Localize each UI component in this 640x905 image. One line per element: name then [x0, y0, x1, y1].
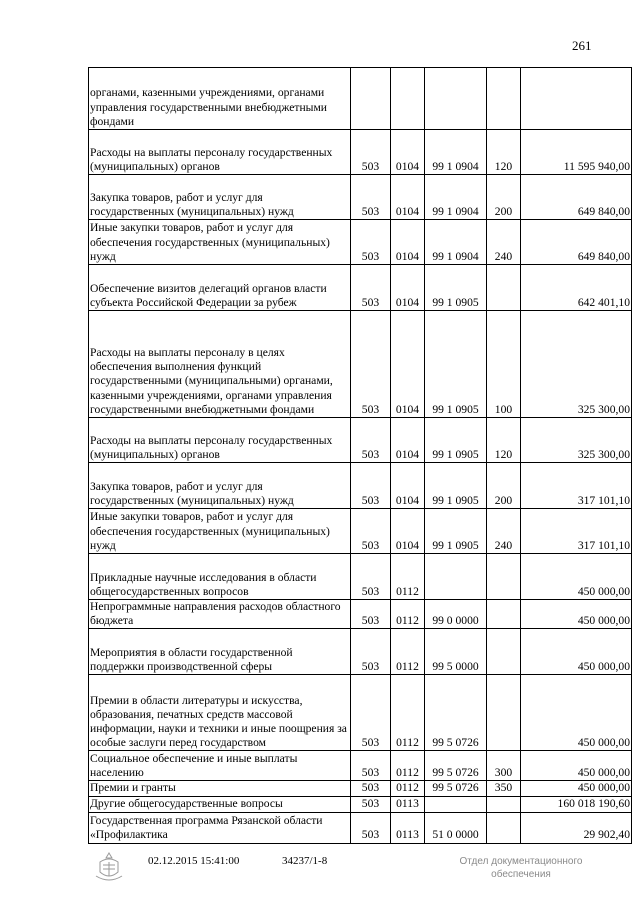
- table-row: [89, 781, 632, 796]
- row-description: Мероприятия в области государственной поддержки производственной сферы: [89, 629, 351, 675]
- row-rz: 0113: [391, 796, 425, 812]
- row-sum: 649 840,00: [521, 220, 632, 265]
- row-sum: 29 902,40: [521, 812, 632, 843]
- row-description: Иные закупки товаров, работ и услуг для обеспечения государственных (муниципальных) нужд: [89, 220, 351, 265]
- row-csr: 99 5 0726: [425, 751, 487, 781]
- row-description: Обеспечение визитов делегаций органов власти субъекта Российской Федерации за рубеж: [89, 265, 351, 311]
- row-rz: 0104: [391, 509, 425, 554]
- row-rz: 0104: [391, 130, 425, 175]
- row-vr: [487, 68, 521, 130]
- row-sum: 160 018 190,60: [521, 796, 632, 812]
- row-vr: 240: [487, 509, 521, 554]
- row-vr: 200: [487, 175, 521, 220]
- row-csr: 99 1 0905: [425, 265, 487, 311]
- row-ved: 503: [351, 796, 391, 812]
- row-ved: 503: [351, 812, 391, 843]
- row-description: Премии и гранты: [89, 781, 351, 796]
- row-sum: 325 300,00: [521, 311, 632, 418]
- row-rz: 0112: [391, 600, 425, 629]
- row-description: Другие общегосударственные вопросы: [89, 796, 351, 812]
- row-sum: 450 000,00: [521, 629, 632, 675]
- row-csr: 99 5 0726: [425, 781, 487, 796]
- row-description: Государственная программа Рязанской области «Профилактика: [89, 812, 351, 843]
- row-description: органами, казенными учреждениями, органами управления государственными внебюджетными фондами: [89, 68, 351, 130]
- row-rz: 0112: [391, 554, 425, 600]
- row-sum: 11 595 940,00: [521, 130, 632, 175]
- row-csr: 99 1 0905: [425, 311, 487, 418]
- row-vr: [487, 812, 521, 843]
- row-sum: [521, 68, 632, 130]
- row-sum: 649 840,00: [521, 175, 632, 220]
- row-ved: 503: [351, 265, 391, 311]
- table-row: [89, 675, 632, 751]
- table-row: [89, 554, 632, 600]
- row-sum: 325 300,00: [521, 418, 632, 463]
- row-description: Расходы на выплаты персоналу государственных (муниципальных) органов: [89, 418, 351, 463]
- row-vr: [487, 600, 521, 629]
- row-rz: 0104: [391, 418, 425, 463]
- row-sum: 450 000,00: [521, 675, 632, 751]
- table-row: [89, 629, 632, 675]
- row-ved: 503: [351, 675, 391, 751]
- table-row: [89, 311, 632, 418]
- row-rz: 0112: [391, 751, 425, 781]
- row-vr: 350: [487, 781, 521, 796]
- footer-dept-line2: обеспечения: [491, 869, 551, 880]
- row-sum: 450 000,00: [521, 600, 632, 629]
- row-ved: 503: [351, 418, 391, 463]
- row-vr: [487, 629, 521, 675]
- row-description: Непрограммные направления расходов областного бюджета: [89, 600, 351, 629]
- row-ved: 503: [351, 600, 391, 629]
- row-vr: 120: [487, 418, 521, 463]
- row-vr: 120: [487, 130, 521, 175]
- row-rz: 0112: [391, 781, 425, 796]
- table-row: [89, 509, 632, 554]
- row-description: Расходы на выплаты персоналу государственных (муниципальных) органов: [89, 130, 351, 175]
- row-rz: 0104: [391, 175, 425, 220]
- row-rz: [391, 68, 425, 130]
- row-vr: [487, 265, 521, 311]
- row-csr: 99 1 0904: [425, 175, 487, 220]
- row-vr: [487, 675, 521, 751]
- row-description: Социальное обеспечение и иные выплаты населению: [89, 751, 351, 781]
- row-ved: [351, 68, 391, 130]
- row-sum: 450 000,00: [521, 554, 632, 600]
- row-rz: 0104: [391, 265, 425, 311]
- table-row: [89, 751, 632, 781]
- row-csr: 99 5 0726: [425, 675, 487, 751]
- row-csr: 51 0 0000: [425, 812, 487, 843]
- table-row: [89, 68, 632, 130]
- row-vr: 200: [487, 463, 521, 509]
- table-row: [89, 418, 632, 463]
- footer-department-stamp: [446, 855, 596, 881]
- row-csr: [425, 68, 487, 130]
- row-rz: 0112: [391, 629, 425, 675]
- row-ved: 503: [351, 509, 391, 554]
- footer-datetime: 02.12.2015 15:41:00: [148, 855, 240, 867]
- row-csr: 99 0 0000: [425, 600, 487, 629]
- row-sum: 317 101,10: [521, 463, 632, 509]
- table-row: [89, 463, 632, 509]
- row-vr: 300: [487, 751, 521, 781]
- budget-table-body: [89, 68, 632, 844]
- row-rz: 0104: [391, 463, 425, 509]
- row-description: Закупка товаров, работ и услуг для государственных (муниципальных) нужд: [89, 463, 351, 509]
- row-vr: [487, 554, 521, 600]
- table-row: [89, 796, 632, 812]
- row-ved: 503: [351, 751, 391, 781]
- row-sum: 642 401,10: [521, 265, 632, 311]
- row-ved: 503: [351, 781, 391, 796]
- row-rz: 0113: [391, 812, 425, 843]
- row-csr: 99 1 0905: [425, 509, 487, 554]
- row-sum: 317 101,10: [521, 509, 632, 554]
- row-csr: 99 1 0905: [425, 463, 487, 509]
- row-csr: 99 5 0000: [425, 629, 487, 675]
- row-csr: 99 1 0904: [425, 130, 487, 175]
- row-ved: 503: [351, 175, 391, 220]
- page-number: 261: [572, 38, 592, 53]
- row-csr: [425, 554, 487, 600]
- row-ved: 503: [351, 220, 391, 265]
- row-description: Закупка товаров, работ и услуг для государственных (муниципальных) нужд: [89, 175, 351, 220]
- row-sum: 450 000,00: [521, 751, 632, 781]
- table-row: [89, 600, 632, 629]
- table-row: [89, 130, 632, 175]
- table-row: [89, 265, 632, 311]
- row-description: Иные закупки товаров, работ и услуг для обеспечения государственных (муниципальных) нужд: [89, 509, 351, 554]
- row-ved: 503: [351, 554, 391, 600]
- table-row: [89, 175, 632, 220]
- coat-of-arms-emblem: [92, 850, 126, 884]
- row-ved: 503: [351, 311, 391, 418]
- footer-doc-number: 34237/1-8: [282, 855, 328, 867]
- row-vr: 240: [487, 220, 521, 265]
- row-ved: 503: [351, 130, 391, 175]
- row-description: Премии в области литературы и искусства, образования, печатных средств массовой информации, науки и техники и иные поощрения за особые заслуги перед государством: [89, 675, 351, 751]
- footer-dept-line1: Отдел документационного: [459, 856, 583, 867]
- row-ved: 503: [351, 463, 391, 509]
- budget-table: [88, 67, 632, 844]
- row-rz: 0112: [391, 675, 425, 751]
- table-row: [89, 220, 632, 265]
- row-ved: 503: [351, 629, 391, 675]
- row-rz: 0104: [391, 311, 425, 418]
- row-vr: [487, 796, 521, 812]
- table-row: [89, 812, 632, 843]
- row-csr: [425, 796, 487, 812]
- row-csr: 99 1 0905: [425, 418, 487, 463]
- row-sum: 450 000,00: [521, 781, 632, 796]
- row-csr: 99 1 0904: [425, 220, 487, 265]
- row-description: Расходы на выплаты персоналу в целях обеспечения выполнения функций государственными (муниципальными) органами, казенными учреждениями, органами управления государственными внебюджетными фондами: [89, 311, 351, 418]
- row-vr: 100: [487, 311, 521, 418]
- row-rz: 0104: [391, 220, 425, 265]
- row-description: Прикладные научные исследования в области общегосударственных вопросов: [89, 554, 351, 600]
